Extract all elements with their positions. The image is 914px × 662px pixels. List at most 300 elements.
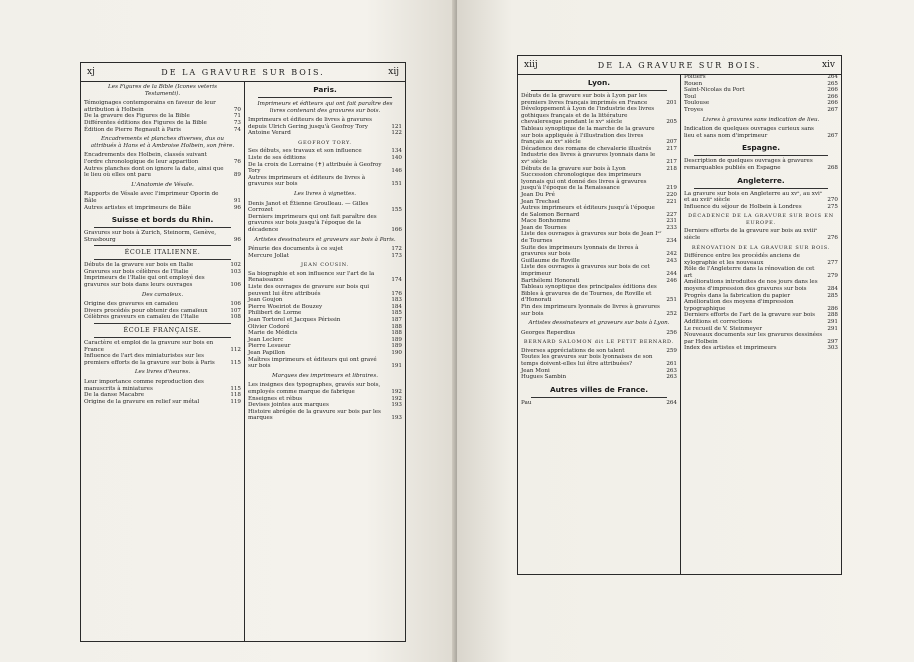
toc-entry [84, 301, 241, 308]
toc-entry [248, 155, 402, 162]
entry-page: 193 [391, 415, 402, 422]
toc-entry [521, 231, 677, 244]
entry-title: Jean Papillon [248, 350, 286, 356]
entry-title: Liste des ouvrages de gravure sur bois qui peuvent lui être attribués [248, 284, 369, 297]
entry-page: 155 [391, 207, 402, 214]
entry-page: 244 [666, 271, 677, 278]
toc-entry [248, 337, 402, 344]
toc-entry [248, 357, 402, 370]
toc-entry [684, 74, 838, 81]
entry-page: 108 [230, 314, 241, 321]
entry-page: 231 [666, 218, 677, 225]
toc-entry [84, 152, 241, 165]
entry-title: Divers procédés pour obtenir des camaïeux [84, 307, 208, 314]
entry-page: 243 [666, 257, 677, 264]
entry-title: Philibert de Lorme [248, 310, 302, 317]
entry-title: Décadence des romans de chevalerie illustrés [521, 145, 652, 152]
section-subtitle: L'Anatomie de Vésale. [131, 181, 194, 188]
entry-title: Débuts de la gravure sur bois à Lyon [521, 165, 626, 172]
right-page-frame [517, 55, 842, 575]
entry-page: 107 [230, 307, 241, 314]
running-title: DE LA GRAVURE SUR BOIS. [161, 68, 325, 77]
section-rule [94, 259, 231, 260]
entry-title: Suite des imprimeurs lyonnais de livres à gravures sur bois [521, 244, 639, 258]
section-rule [694, 155, 828, 156]
entry-title: Histoire abrégée de la gravure sur bois par les marques [248, 408, 381, 422]
entry-title: Rôle de l'Angleterre dans la rénovation de cet art [684, 266, 815, 279]
entry-title: Olivier Codoré [248, 323, 290, 330]
section-subtitle: Artistes dessinateurs et graveurs sur bois à Paris. [254, 236, 396, 243]
toc-entry [521, 172, 677, 192]
entry-title: Derniers efforts de l'art de la gravure sur bois [684, 312, 815, 319]
toc-entry [84, 100, 241, 113]
entry-title: Améliorations introduites de nos jours dans les moyens d'impression des gravures sur bois [684, 279, 818, 292]
toc-entry [248, 317, 402, 324]
page-number-xiij: xiij [524, 60, 538, 70]
entry-page: 119 [230, 398, 241, 405]
entry-title: Fin des imprimeurs lyonnais de livres à gravures sur bois [521, 304, 660, 317]
entry-page: 267 [827, 132, 838, 139]
entry-title: Mercure Jollat [248, 252, 289, 259]
toc-entry [684, 279, 838, 292]
page-number-xiv: xiv [821, 60, 835, 70]
entry-title: Différentes éditions des Figures de la Bible [84, 119, 207, 126]
entry-title: Derniers efforts de la gravure sur bois au xviiiᵉ siècle [684, 228, 818, 241]
entry-title: Origine de la gravure en relief sur métal [84, 398, 200, 405]
entry-title: De la danse Macabre [84, 392, 145, 399]
toc-entry [248, 284, 402, 297]
running-title: DE LA GRAVURE SUR BOIS. [597, 61, 762, 70]
toc-entry [248, 409, 402, 422]
toc-entry [684, 87, 838, 94]
section-subtitle: Encadrements et planches diverses, dus ou attribués à Hans et à Ambroise Holbein, son frère. [90, 136, 235, 149]
section-heading: Suisse et bords du Rhin. [111, 215, 214, 225]
entry-page: 201 [666, 99, 677, 106]
entry-page: 122 [391, 130, 402, 137]
entry-page: 106 [230, 282, 241, 289]
toc-entry [521, 205, 677, 218]
entry-page: 256 [666, 329, 677, 336]
toc-entry [248, 297, 402, 304]
entry-page: 265 [827, 80, 838, 87]
entry-title: Georges Reperdius [521, 329, 576, 336]
entry-page: 217 [666, 145, 677, 152]
toc-entry [684, 266, 838, 279]
entry-title: Caractère et emploi de la gravure sur bois en France [84, 340, 214, 353]
entry-title: Encadrements des Holbein, classés suivant l'ordre chronologique de leur apparition [84, 152, 207, 165]
toc-entry [521, 264, 677, 277]
toc-entry [248, 402, 402, 409]
toc-entry [84, 191, 241, 204]
entry-page: 246 [666, 277, 677, 284]
entry-title: Ses débuts, ses travaux et son influence [248, 148, 362, 155]
toc-entry [684, 228, 838, 241]
section-rule [531, 397, 667, 398]
entry-title: De la gravure des Figures de la Bible [84, 113, 190, 120]
entry-page: 221 [666, 198, 677, 205]
entry-page: 217 [666, 158, 677, 165]
toc-entry [248, 304, 402, 311]
toc-entry [248, 330, 402, 337]
entry-page: 91 [233, 197, 241, 204]
toc-entry [84, 230, 241, 243]
entry-page: 89 [233, 172, 241, 179]
entry-title: Influence de l'art des miniaturistes sur les premiers efforts de la gravure sur bois à Paris [84, 353, 215, 366]
entry-page: 263 [666, 374, 677, 381]
toc-entry [84, 399, 241, 406]
school-heading: ÉCOLE FRANÇAISE. [123, 326, 202, 335]
left-running-header [81, 63, 405, 82]
entry-page: 275 [827, 203, 838, 210]
entry-title: Autres artistes et imprimeurs de Bâle [84, 204, 191, 211]
entry-title: Origine des gravures en camaïeu [84, 301, 179, 308]
entry-page: 183 [391, 297, 402, 304]
entry-title: Guillaume de Roville [521, 257, 580, 264]
entry-page: 264 [666, 399, 677, 406]
toc-entry [248, 350, 402, 357]
entry-title: Imprimeurs et éditeurs de livres à gravures depuis Ulrich Gering jusqu'à Geofroy Tory [248, 117, 372, 130]
section-heading: Autres villes de France. [549, 384, 649, 394]
toc-entry [84, 379, 241, 392]
entry-title: Devises jointes aux marques [248, 402, 329, 409]
toc-entry [521, 166, 677, 173]
toc-entry [684, 345, 838, 352]
section-subtitle: Marques des imprimeurs et libraires. [271, 372, 379, 379]
toc-entry [521, 354, 677, 367]
entry-title: Succession chronologique des imprimeurs lyonnais qui ont donné des livres à gravures jusqu'à l'époque de la Renaissance [521, 172, 647, 192]
entry-page: 227 [666, 211, 677, 218]
toc-entry [521, 330, 677, 337]
toc-entry [684, 126, 838, 139]
toc-entry [84, 205, 241, 212]
entry-page: 106 [230, 301, 241, 308]
toc-entry [248, 175, 402, 188]
toc-entry [84, 275, 241, 288]
entry-page: 76 [233, 158, 241, 165]
section-heading: Angleterre. [737, 175, 785, 185]
toc-entry [521, 152, 677, 165]
entry-page: 286 [827, 305, 838, 312]
entry-page: 185 [391, 310, 402, 317]
entry-title: Jean Goujon [248, 297, 283, 304]
entry-page: 261 [666, 361, 677, 368]
toc-entry [521, 126, 677, 146]
section-rule [694, 188, 828, 189]
entry-page: 279 [827, 272, 838, 279]
toc-entry [684, 100, 838, 107]
entry-title: Rapports de Vésale avec l'imprimeur Oporin de Bâle [84, 191, 219, 204]
toc-entry [84, 340, 241, 353]
toc-entry [84, 314, 241, 321]
entry-page: 297 [827, 338, 838, 345]
toc-entry [521, 93, 677, 106]
toc-entry [248, 214, 402, 234]
entry-page: 172 [391, 246, 402, 253]
school-heading: ÉCOLE ITALIENNE. [124, 248, 201, 257]
entry-page: 70 [233, 106, 241, 113]
entry-title: Saint-Nicolas du Port [684, 87, 745, 94]
entry-title: Développement à Lyon de l'industrie des livres gothiques français et de la littérature chevaleresque pendant le xvᵉ siècle [521, 106, 655, 126]
toc-entry [684, 319, 838, 326]
entry-title: Diverses appréciations de son talent [521, 347, 625, 354]
artist-heading: DÉCADENCE DE LA GRAVURE SUR BOIS EN EUROPE. [688, 213, 834, 226]
entry-page: 220 [666, 191, 677, 198]
section-rule [531, 90, 667, 91]
section-heading: Lyon. [587, 78, 611, 87]
entry-title: Gravures sur bois célèbres de l'Italie [84, 268, 189, 275]
toc-entry [684, 158, 838, 171]
entry-title: Marie de Médicis [248, 330, 298, 337]
toc-entry [84, 120, 241, 127]
toc-entry [84, 166, 241, 179]
entry-page: 218 [666, 165, 677, 172]
entry-page: 234 [666, 238, 677, 245]
section-subtitle: Les livres d'heures. [134, 369, 191, 376]
entry-page: 242 [666, 251, 677, 258]
section-heading: Espagne. [741, 143, 781, 153]
entry-title: Pierre Woeiriot de Bouzey [248, 303, 323, 310]
right-page [457, 0, 914, 662]
entry-title: Leur importance comme reproduction des manuscrits à miniatures [84, 379, 204, 392]
entry-page: 264 [827, 74, 838, 80]
entry-page: 102 [230, 262, 241, 269]
entry-page: 192 [391, 388, 402, 395]
toc-entry [521, 374, 677, 381]
entry-title: Débuts de la gravure sur bois à Lyon par les premiers livres français imprimés en France [521, 93, 648, 106]
toc-entry [521, 245, 677, 258]
toc-column-3 [518, 74, 680, 574]
entry-title: Liste des ouvrages à gravures sur bois de Jean Iᵉʳ de Tournes [521, 231, 662, 245]
toc-entry [521, 348, 677, 355]
toc-entry [684, 204, 838, 211]
entry-page: 103 [230, 268, 241, 275]
entry-title: Jean de Tournes [521, 224, 567, 231]
entry-title: Toulouse [684, 100, 710, 107]
entry-page: 118 [230, 392, 241, 399]
section-rule [94, 337, 231, 338]
entry-title: Gravures sur bois à Zurich, Steinorm, Genève, Strasbourg [84, 230, 217, 243]
artist-heading: JEAN COUSIN. [300, 262, 349, 269]
entry-title: Mace Bonhomme [521, 218, 571, 225]
entry-page: 291 [827, 325, 838, 332]
section-subtitle: Les Figures de la Bible (Icones veteris Testamenti). [108, 84, 217, 97]
artist-heading: GEOFROY TORY. [298, 139, 352, 146]
toc-entry [248, 271, 402, 284]
entry-page: 266 [827, 93, 838, 100]
toc-entry [248, 117, 402, 130]
entry-page: 303 [827, 345, 838, 352]
entry-page: 276 [827, 234, 838, 241]
entry-page: 219 [666, 185, 677, 192]
entry-title: Témoignages contemporains en faveur de leur attribution à Holbein [84, 100, 216, 113]
toc-entry [684, 94, 838, 101]
toc-entry [248, 253, 402, 260]
entry-page: 267 [827, 106, 838, 113]
page-number-xij: xij [388, 67, 399, 77]
entry-page: 134 [391, 148, 402, 155]
entry-page: 188 [391, 330, 402, 337]
artist-heading: BERNARD SALOMON dit LE PETIT BERNARD. [523, 339, 675, 346]
entry-title: Toutes les gravures sur bois lyonnaises de son temps doivent-elles lui être attribuées? [521, 354, 653, 368]
entry-page: 166 [391, 227, 402, 233]
toc-entry [248, 162, 402, 175]
toc-entry [684, 312, 838, 319]
entry-page: 259 [666, 347, 677, 354]
entry-title: Jean Trechsel [521, 198, 560, 205]
entry-page: 207 [666, 139, 677, 146]
toc-entry [684, 299, 838, 312]
entry-title: Sa biographie et son influence sur l'art de la Renaissance [248, 270, 375, 284]
entry-title: Denis Janot et Étienne Groulleau. — Gilles Corrozet [248, 200, 369, 214]
entry-title: Autres planches dont on ignore la date, ainsi que le lieu où elles ont paru [84, 165, 224, 179]
entry-title: Indication de quelques ouvrages curieux sans lieu et sans nom d'imprimeur [684, 126, 814, 139]
entry-page: 115 [230, 385, 241, 392]
toc-entry [521, 304, 677, 317]
entry-title: Amélioration des moyens d'impression typographique [684, 299, 794, 312]
entry-page: 291 [827, 318, 838, 325]
entry-title: Toul [684, 93, 697, 100]
section-subtitle: Livres à gravures sans indication de lieu. [702, 116, 820, 123]
entry-page: 173 [391, 252, 402, 259]
entry-page: 284 [827, 285, 838, 292]
entry-title: Liste des ouvrages à gravures sur bois de cet imprimeur [521, 264, 650, 278]
toc-entry [521, 106, 677, 126]
entry-title: Pénurie des documents à ce sujet [248, 246, 344, 253]
entry-title: Pierre Lesueur [248, 343, 291, 350]
entry-page: 96 [233, 204, 241, 211]
entry-page: 251 [666, 297, 677, 304]
entry-title: Les insignes des typographes, gravés sur bois, employés comme marque de fabrique [248, 382, 381, 395]
toc-entry [521, 400, 677, 407]
entry-title: Antoine Verard [248, 130, 291, 137]
entry-page: 121 [391, 123, 402, 130]
section-rule [94, 245, 231, 246]
entry-title: De la croix de Lorraine (✝) attribuée à Geofroy Tory [248, 161, 382, 175]
entry-page: 184 [391, 303, 402, 310]
entry-title: Pau [521, 399, 532, 406]
entry-title: Description de quelques ouvrages à gravures remarquables publiés en Espagne [684, 158, 813, 171]
entry-title: Nouveaux documents sur les gravures dessinées par Holbein [684, 332, 823, 345]
toc-entry [248, 246, 402, 253]
entry-page: 96 [233, 236, 241, 243]
entry-title: Hugues Sambin [521, 374, 567, 381]
entry-page: 233 [666, 224, 677, 231]
entry-title: Autres imprimeurs et éditeurs de livres à gravures sur bois [248, 174, 366, 188]
page-number-xj: xj [87, 67, 95, 77]
entry-title: Barthélemi Honorati [521, 277, 580, 284]
entry-title: Jean Moni [521, 367, 550, 374]
entry-title: Derniers imprimeurs qui ont fait paraître des gravures sur bois jusqu'à l'époque de la décadence [248, 213, 377, 233]
entry-title: Tableau synoptique de la marche de la gravure sur bois appliquée à l'illustration des livres français au xvᵉ siècle [521, 125, 655, 146]
entry-title: Rouen [684, 80, 703, 87]
entry-page: 193 [391, 402, 402, 409]
section-rule [94, 323, 231, 324]
toc-entry [521, 192, 677, 199]
toc-column-4 [681, 74, 841, 574]
toc-entry [684, 191, 838, 204]
entry-title: Jean Tortorel et Jacques Périssin [248, 317, 341, 324]
toc-entry [521, 284, 677, 304]
entry-page: 263 [666, 367, 677, 374]
entry-title: Différence entre les procédés anciens de xylographie et les nouveaux [684, 253, 800, 266]
entry-title: Enseignes et rébus [248, 395, 303, 402]
toc-entry [84, 127, 241, 134]
entry-page: 191 [391, 363, 402, 370]
entry-page: 187 [391, 317, 402, 324]
toc-entry [84, 262, 241, 269]
toc-entry [521, 218, 677, 225]
toc-entry [248, 343, 402, 350]
entry-page: 288 [827, 312, 838, 319]
entry-title: Jean Du Pré [521, 191, 555, 198]
entry-title: Liste de ses éditions [248, 155, 306, 162]
toc-entry [248, 130, 402, 137]
section-rule [94, 227, 231, 228]
entry-title: Autres imprimeurs et éditeurs jusqu'à l'époque de Salomon Bernard [521, 205, 655, 218]
entry-page: 71 [233, 113, 241, 120]
left-page-frame [80, 62, 406, 642]
entry-title: Additions et corrections [684, 318, 753, 325]
toc-entry [84, 113, 241, 120]
entry-page: 192 [391, 395, 402, 402]
entry-page: 74 [233, 126, 241, 133]
section-subtitle: Des camaïeux. [141, 291, 184, 298]
section-rule [258, 97, 392, 98]
toc-entry [521, 368, 677, 375]
section-subtitle: Imprimeurs et éditeurs qui ont fait paraître des livres contenant des gravures sur bois. [257, 101, 393, 114]
entry-title: Poitiers [684, 74, 706, 80]
entry-title: Maîtres imprimeurs et éditeurs qui ont gravé sur bois [248, 356, 377, 370]
entry-title: Industrie des livres à gravures lyonnais dans le xvᵉ siècle [521, 152, 656, 165]
entry-page: 285 [827, 292, 838, 299]
right-running-header [518, 56, 841, 75]
entry-page: 277 [827, 259, 838, 266]
entry-page: 115 [230, 359, 241, 366]
entry-page: 266 [827, 87, 838, 94]
entry-page: 266 [827, 100, 838, 107]
toc-entry [84, 353, 241, 366]
entry-page: 112 [230, 346, 241, 353]
section-subtitle: Artistes dessinateurs et graveurs sur bois à Lyon. [528, 320, 670, 327]
entry-page: 190 [391, 350, 402, 356]
section-heading: Paris. [313, 85, 337, 94]
entry-page: 270 [827, 197, 838, 204]
entry-page: 151 [391, 181, 402, 188]
entry-page: 140 [391, 155, 402, 162]
toc-column-2 [245, 81, 405, 641]
toc-entry [684, 332, 838, 345]
toc-entry [684, 253, 838, 266]
entry-page: 189 [391, 336, 402, 343]
section-subtitle: Les livres à vignettes. [293, 191, 357, 198]
entry-page: 205 [666, 119, 677, 126]
entry-title: Tableau synoptique des principales éditions des Bibles à gravures de de Tournes, de Roville et d'Honorati [521, 284, 657, 304]
toc-entry [684, 107, 838, 114]
entry-title: La gravure sur bois en Angleterre au xvᵉ, au xviᵉ et au xviiᵉ siècle [684, 190, 823, 204]
entry-page: 189 [391, 343, 402, 350]
toc-entry [248, 382, 402, 395]
entry-title: Le recueil de V. Steinmeyer [684, 325, 763, 332]
entry-title: Imprimeurs de l'Italie qui ont employé des gravures sur bois dans leurs ouvrages [84, 275, 205, 289]
artist-heading: RÉNOVATION DE LA GRAVURE SUR BOIS. [691, 244, 831, 251]
entry-title: Célèbres graveurs en camaïeu de l'Italie [84, 314, 199, 321]
toc-entry [248, 396, 402, 403]
entry-page: 188 [391, 323, 402, 330]
entry-title: Édition de Pierre Regnault à Paris [84, 126, 181, 133]
entry-title: Index des artistes et imprimeurs [684, 345, 777, 352]
entry-page: 174 [391, 277, 402, 284]
entry-title: Troyes [684, 106, 704, 113]
